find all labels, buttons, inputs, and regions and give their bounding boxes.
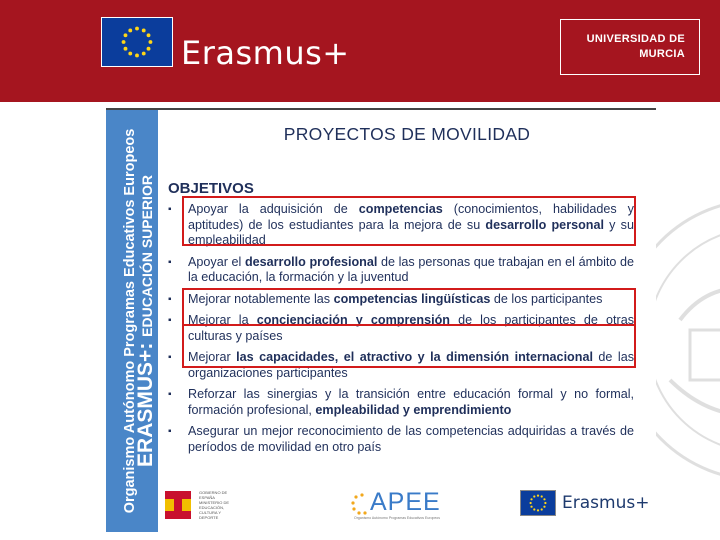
emphasized-text: empleabilidad y emprendimiento: [315, 402, 512, 417]
eu-flag-small-icon: [520, 490, 556, 516]
apee-subtitle: Organismo Autónomo Programas Educativos Europeos: [354, 516, 440, 520]
ministry-logo: [163, 488, 281, 522]
highlight-box-item-3: [182, 288, 636, 326]
side-program-text: [134, 175, 158, 467]
highlight-box-item-4: [182, 324, 636, 368]
emphasized-text: concienciación y comprensión: [256, 313, 450, 327]
footer-erasmus-text: Erasmus+: [562, 493, 650, 513]
erasmus-plus-logo: Erasmus+: [181, 34, 350, 72]
emphasized-text: desarrollo profesional: [244, 254, 378, 269]
highlight-box-item-1: [182, 196, 636, 246]
emphasized-text: competencias: [358, 202, 443, 216]
apee-logo: [350, 488, 454, 524]
objective-text: Reforzar las sinergias y la transición entre educación formal y no formal, formación profesional,: [188, 387, 634, 417]
objective-text: y su empleabilidad: [188, 217, 634, 247]
side-program-name: ERASMUS+:: [134, 336, 157, 467]
bullet-icon: ▪: [168, 315, 172, 326]
bullet-icon: ▪: [168, 352, 172, 363]
objective-text: Mejorar: [188, 350, 237, 364]
objective-text: (conocimientos, habilidades y aptitudes) de los estudiantes para la mejora de su: [188, 202, 634, 232]
university-logo: [560, 19, 700, 75]
objective-item: [168, 424, 634, 455]
side-bar: [106, 110, 158, 532]
footer-erasmus-logo: [520, 488, 650, 518]
section-title: OBJETIVOS: [168, 180, 254, 197]
apee-name: APEE: [370, 488, 441, 516]
emphasized-text: las capacidades, el atractivo y la dimensión internacional: [236, 350, 593, 364]
bullet-icon: ▪: [168, 426, 172, 437]
bullet-icon: ▪: [168, 293, 172, 305]
bullet-icon: ▪: [168, 204, 172, 215]
slide-title: PROYECTOS DE MOVILIDAD: [283, 124, 531, 144]
ministry-text: GOBIERNO DE ESPAÑA MINISTERIO DE EDUCACIÓN, CULTURA Y DEPORTE: [199, 490, 230, 520]
objective-item: [168, 387, 634, 418]
objective-text: de los participantes: [490, 291, 603, 306]
slide: [106, 108, 656, 530]
university-name-line2: MURCIA: [639, 48, 685, 60]
side-program-sector: EDUCACIÓN SUPERIOR: [139, 175, 155, 337]
objective-item: [168, 255, 634, 286]
side-organization-text: Organismo Autónomo Programas Educativos Europeos: [122, 128, 138, 514]
header-band: [0, 0, 720, 102]
bullet-icon: ▪: [168, 256, 172, 268]
objective-text: Asegurar un mejor reconocimiento de las competencias adquiridas a través de períodos de movilidad en otro país: [188, 424, 634, 454]
objective-text: Apoyar el: [188, 254, 245, 269]
bullet-icon: ▪: [168, 389, 172, 400]
emphasized-text: competencias lingüísticas: [333, 291, 491, 306]
eu-flag-icon: [101, 17, 173, 67]
spain-crest-icon: [163, 489, 193, 521]
objective-text: Mejorar notablemente las: [188, 291, 334, 306]
university-name-line1: UNIVERSIDAD DE: [586, 33, 685, 45]
apee-ring-icon: [350, 492, 370, 516]
objective-text: de las organizaciones participantes: [188, 350, 635, 380]
objective-text: Apoyar la adquisición de: [188, 202, 359, 216]
emphasized-text: desarrollo personal: [485, 217, 604, 232]
objective-text: Mejorar la: [188, 313, 257, 327]
objective-text: de los participantes de otras culturas y países: [188, 313, 634, 343]
objective-text: de las personas que trabajan en el ámbito de la educación, la formación y la juventud: [188, 254, 635, 284]
